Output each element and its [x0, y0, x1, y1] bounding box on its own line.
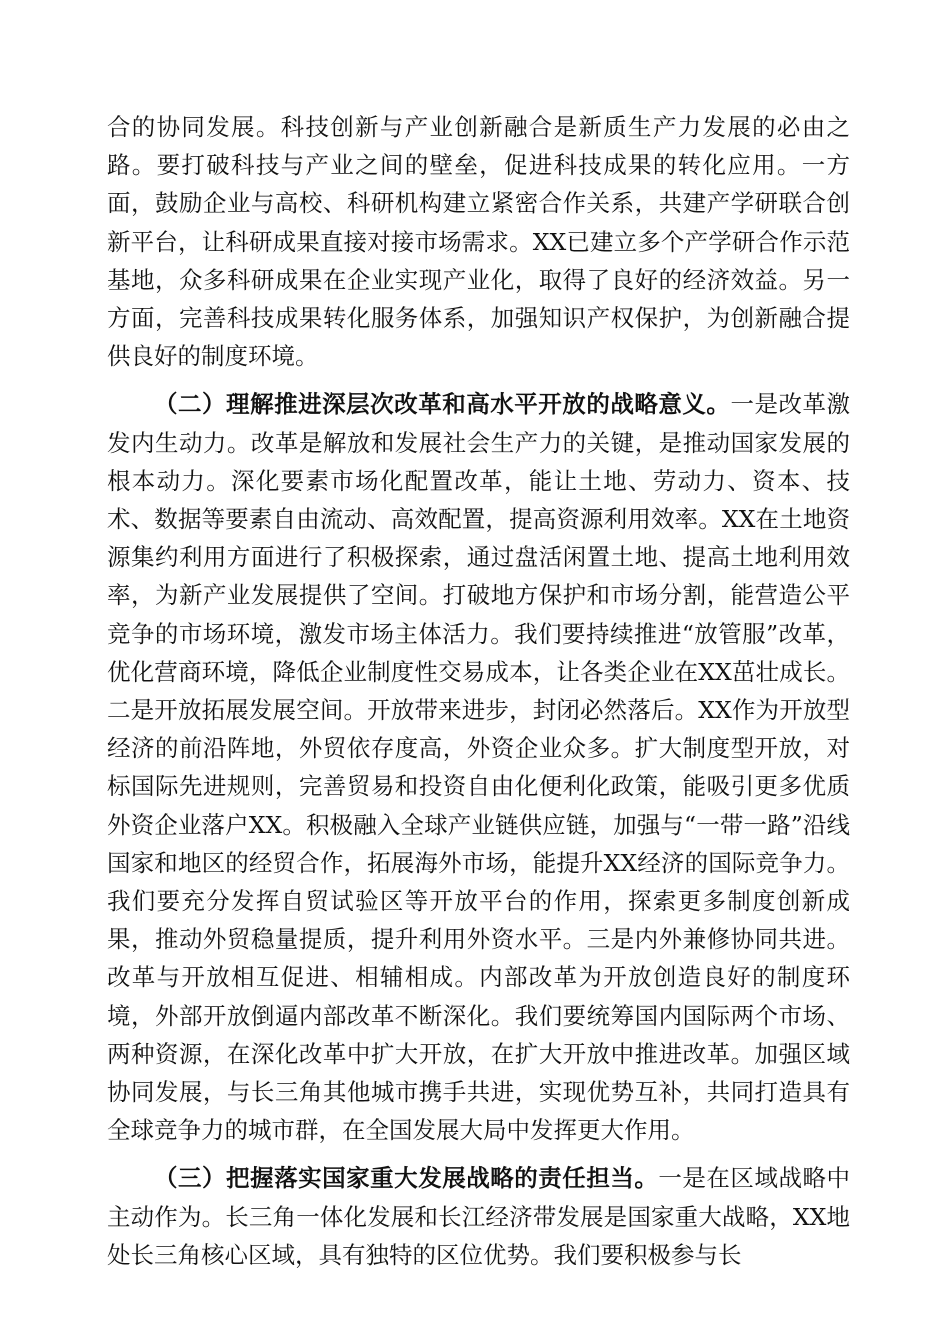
section-heading: （二）理解推进深层次改革和高水平开放的战略意义。 — [154, 390, 731, 419]
paragraph-body: 一是在区域战略中主动作为。长三角一体化发展和长江经济带发展是国家重大战略，XX地处长三角核心区域，具有独特的区位优势。我们要积极参与长 — [107, 1164, 850, 1269]
paragraph-body: 一是改革激发内生动力。改革是解放和发展社会生产力的关键，是推动国家发展的根本动力。深化要素市场化配置改革，能让土地、劳动力、资本、技术、数据等要素自由流动、高效配置，提高资源利用效率。XX在土地资源集约利用方面进行了积极探索，通过盘活闲置土地、提高土地利用效率，为新产业发展提供了空间。打破地方保护和市场分割，能营造公平竞争的市场环境，激发市场主体活力。我们要持续推进“放管服”改革，优化营商环境，降低企业制度性交易成本，让各类企业在XX茁壮成长。二是开放拓展发展空间。开放带来进步，封闭必然落后。XX作为开放型经济的前沿阵地，外贸依存度高，外资企业众多。扩大制度型开放，对标国际先进规则，完善贸易和投资自由化便利化政策，能吸引更多优质外资企业落户XX。积极融入全球产业链供应链，加强与“一带一路”沿线国家和地区的经贸合作，拓展海外市场，能提升XX经济的国际竞争力。我们要充分发挥自贸试验区等开放平台的作用，探索更多制度创新成果，推动外贸稳量提质，提升利用外资水平。三是内外兼修协同共进。改革与开放相互促进、相辅相成。内部改革为开放创造良好的制度环境，外部开放倒逼内部改革不断深化。我们要统筹国内国际两个市场、两种资源，在深化改革中扩大开放，在扩大开放中推进改革。加强区域协同发展，与长三角其他城市携手共进，实现优势互补，共同打造具有全球竞争力的城市群，在全国发展大局中发挥更大作用。 — [107, 390, 851, 1145]
paragraph-section-2 — [107, 385, 850, 1149]
paragraph-section-3 — [107, 1159, 850, 1274]
document-page — [107, 108, 850, 1274]
section-heading: （三）把握落实国家重大发展战略的责任担当。 — [154, 1164, 659, 1193]
paragraph-continuation — [107, 108, 850, 375]
paragraph-body: 合的协同发展。科技创新与产业创新融合是新质生产力发展的必由之路。要打破科技与产业之间的壁垒，促进科技成果的转化应用。一方面，鼓励企业与高校、科研机构建立紧密合作关系，共建产学研联合创新平台，让科研成果直接对接市场需求。XX已建立多个产学研合作示范基地，众多科研成果在企业实现产业化，取得了良好的经济效益。另一方面，完善科技成果转化服务体系，加强知识产权保护，为创新融合提供良好的制度环境。 — [107, 113, 850, 371]
